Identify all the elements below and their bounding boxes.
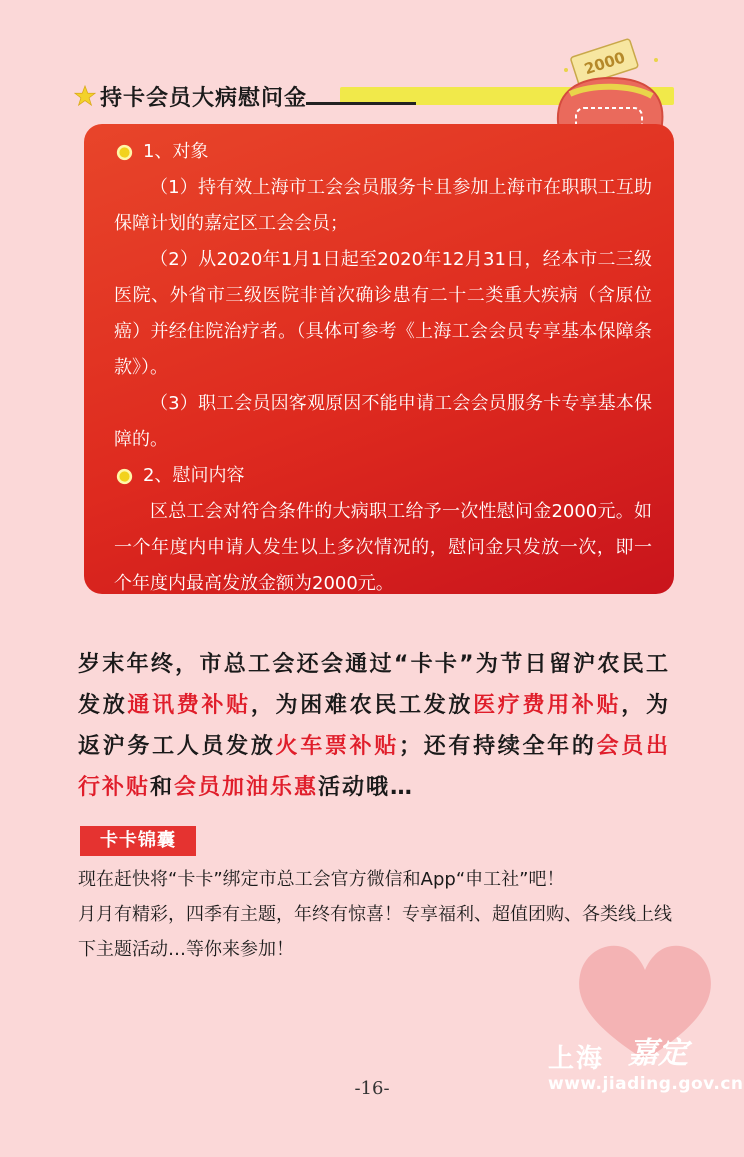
- section-object-title: 1、对象: [143, 141, 209, 162]
- object-item-1: （1）持有效上海市工会会员服务卡且参加上海市在职职工互助保障计划的嘉定区工会会员；: [114, 177, 652, 234]
- bullet-dot-icon: [116, 144, 133, 161]
- highlight-medical-subsidy: 医疗费用补贴: [473, 693, 622, 718]
- page-number: -16-: [354, 1078, 390, 1099]
- logo-url: www.jiading.gov.cn: [548, 1074, 744, 1094]
- highlight-travel-subsidy: 会员出行补贴: [78, 734, 670, 800]
- text-run: 和: [150, 775, 175, 800]
- section-heading: [74, 78, 307, 114]
- tips-line-2: 月月有精彩，四季有主题，年终有惊喜！专享福利、超值团购、各类线上线下主题活动…等你来参加！: [78, 904, 672, 960]
- highlight-telecom-subsidy: 通讯费补贴: [127, 693, 251, 718]
- bag-amount-label: 2000: [582, 48, 628, 79]
- tips-line-1: 现在赶快将“卡卡”绑定市总工会官方微信和App“申工社”吧！: [78, 869, 565, 890]
- text-run: 活动哦…: [318, 775, 415, 800]
- subsidy-paragraph: [78, 644, 670, 808]
- object-item-2: （2）从2020年1月1日起至2020年12月31日，经本市二三级医院、外省市三级医院非首次确诊患有二十二类重大疾病（含原位癌）并经住院治疗者。（具体可参考《上海工会会员专享基本保障条款》）。: [114, 249, 652, 378]
- logo-script: 嘉定: [628, 1036, 688, 1071]
- section-content-title: 2、慰问内容: [143, 465, 245, 486]
- section-object-heading: [114, 134, 652, 170]
- page-title: 持卡会员大病慰问金: [100, 85, 308, 111]
- tips-tag: 卡卡锦囊: [80, 826, 196, 856]
- text-run: ，为困难农民工发放: [250, 693, 474, 718]
- text-run: 岁末年终，市总工会还会通过“卡卡”为节日留沪农民工发放: [78, 652, 670, 718]
- bullet-dot-icon: [116, 468, 133, 485]
- text-run: ；还有持续全年的: [399, 734, 597, 759]
- star-icon: [74, 85, 96, 107]
- heading-underline: [306, 102, 416, 105]
- text-run: ，为返沪务工人员发放: [78, 693, 670, 759]
- highlight-fuel-benefit: 会员加油乐惠: [174, 775, 319, 800]
- content-paragraph: 区总工会对符合条件的大病职工给予一次性慰问金2000元。如一个年度内申请人发生以上多次情况的，慰问金只发放一次，即一个年度内最高发放金额为2000元。: [114, 501, 652, 594]
- logo-city: 上海: [548, 1044, 605, 1074]
- info-card: [84, 124, 674, 594]
- highlight-train-ticket-subsidy: 火车票补贴: [275, 734, 400, 759]
- object-item-3: （3）职工会员因客观原因不能申请工会会员服务卡专享基本保障的。: [114, 393, 652, 450]
- section-content-heading: [114, 458, 652, 494]
